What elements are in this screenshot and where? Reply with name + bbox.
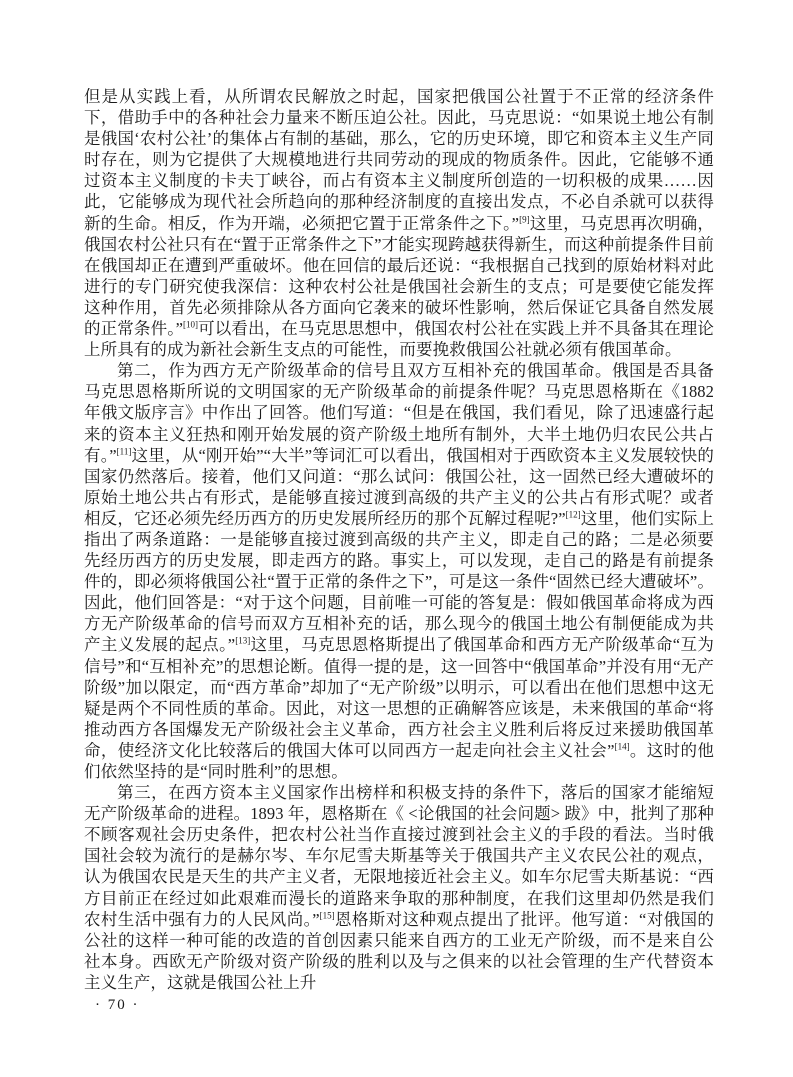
text-run: 恩格斯对这种观点提出了批评。他写道：“对俄国的公社的这样一种可能的改造的首创因素只能来自西方的工业无产阶级，而不是来自公社本身。西欧无产阶级对资产阶级的胜利以及与之俱来的以社会管理的生产代替资本主义生产，这就是俄国公社上升 <box>84 909 715 992</box>
page-number: · 70 · <box>95 997 140 1013</box>
footnote-ref-9: [9] <box>519 214 530 225</box>
footnote-ref-12: [12] <box>565 509 581 520</box>
text-run: 这里，从“刚开始”“大半”等词汇可以看出，俄国相对于西欧资本主义发展较快的国家仍然落后。接着，他们又问道：“那么试问：俄国公社，这一固然已经大遭破坏的原始土地公共占有形式，是能够直接过渡到高级的共产主义的公共占有形式呢？或者相反，它还必须先经历西方的历史发展所经历的那个瓦解过程呢?” <box>84 445 715 528</box>
footnote-ref-15: [15] <box>319 910 335 921</box>
text-run: 。这时的他们依然坚持的是“同时胜利”的思想。 <box>84 740 714 781</box>
footnote-ref-10: [10] <box>183 319 199 330</box>
text-run: 第三，在西方资本主义国家作出榜样和积极支持的条件下，落后的国家才能缩短无产阶级革命的进程。1893 年，恩格斯在《 <论俄国的社会问题> 跋》中，批判了那种不顾客观社会历史条件，把农村公社当作直接过渡到社会主义的手段的看法。当时俄国社会较为流行的是赫尔岑、车尔尼雪夫斯基等关于俄国共产主义农民公社的观点，认为俄国农民是天生的共产主义者，无限地接近社会主义。如车尔尼雪夫斯基说：“西方目前正在经过如此艰难而漫长的道路来争取的那种制度，在我们这里却仍然是我们农村生活中强有力的人民风尚。” <box>84 783 714 929</box>
body-text <box>84 86 714 993</box>
paragraph-1 <box>84 86 714 360</box>
text-run: 这里，他们实际上指出了两条道路：一是能够直接过渡到高级的共产主义，即走自己的路；二是必须要先经历西方的历史发展，即走西方的路。事实上，可以发现，走自己的路是有前提条件的，即必须将俄国公社“置于正常的条件之下”，可是这一条件“固然已经大遭破坏”。因此，他们回答是：“对于这个问题，目前唯一可能的答复是：假如俄国革命将成为西方无产阶级革命的信号而双方互相补充的话，那么现今的俄国土地公有制便能成为共产主义发展的起点。” <box>84 508 714 655</box>
text-run: 但是从实践上看，从所谓农民解放之时起，国家把俄国公社置于不正常的经济条件下，借助手中的各种社会力量来不断压迫公社。因此，马克思说：“如果说土地公有制是俄国‘农村公社’的集体占有制的基础，那么，它的历史环境，即它和资本主义生产同时存在，则为它提供了大规模地进行共同劳动的现成的物质条件。因此，它能够不通过资本主义制度的卡夫丁峡谷，而占有资本主义制度所创造的一切积极的成果……因此，它能够成为现代社会所趋向的那种经济制度的直接出发点，不必自杀就可以获得新的生命。相反，作为开端，必须把它置于正常条件之下。” <box>84 87 714 233</box>
text-run: 这里，马克思恩格斯提出了俄国革命和西方无产阶级革命“互为信号”和“互相补充”的思想论断。值得一提的是，这一回答中“俄国革命”并没有用“无产阶级”加以限定，而“西方革命”却加了“无产阶级”以明示，可以看出在他们思想中这无疑是两个不同性质的革命。因此，对这一思想的正确解答应该是，未来俄国的革命“将推动西方各国爆发无产阶级社会主义革命，西方社会主义胜利后将反过来援助俄国革命，使经济文化比较落后的俄国大体可以同西方一起走向社会主义社会” <box>84 635 714 760</box>
text-run: 可以看出，在马克思思想中，俄国农村公社在实践上并不具备其在理论上所具有的成为新社会新生支点的可能性，而要挽救俄国公社就必须有俄国革命。 <box>84 319 714 360</box>
paragraph-2 <box>84 360 714 782</box>
footnote-ref-13: [13] <box>235 635 251 646</box>
footnote-ref-14: [14] <box>614 741 630 752</box>
footnote-ref-11: [11] <box>116 446 132 457</box>
paragraph-3 <box>84 782 714 993</box>
text-run: 第二，作为西方无产阶级革命的信号且双方互相补充的俄国革命。俄国是否具备马克思恩格斯所说的文明国家的无产阶级革命的前提条件呢？马克思恩格斯在《1882 年俄文版序言》中作出了回答。他们写道：“但是在俄国，我们看见，除了迅速盛行起来的资本主义狂热和刚开始发展的资产阶级土地所有制外，大半土地仍归农民公共占有。” <box>84 361 714 465</box>
text-run: 这里，马克思再次明确，俄国农村公社只有在“置于正常条件之下”才能实现跨越获得新生，而这种前提条件目前在俄国却正在遭到严重破坏。他在回信的最后还说：“我根据自己找到的原始材料对此进行的专门研究使我深信：这种农村公社是俄国社会新生的支点；可是要使它能发挥这种作用，首先必须排除从各方面向它袭来的破坏性影响，然后保证它具备自然发展的正常条件。” <box>84 213 714 339</box>
